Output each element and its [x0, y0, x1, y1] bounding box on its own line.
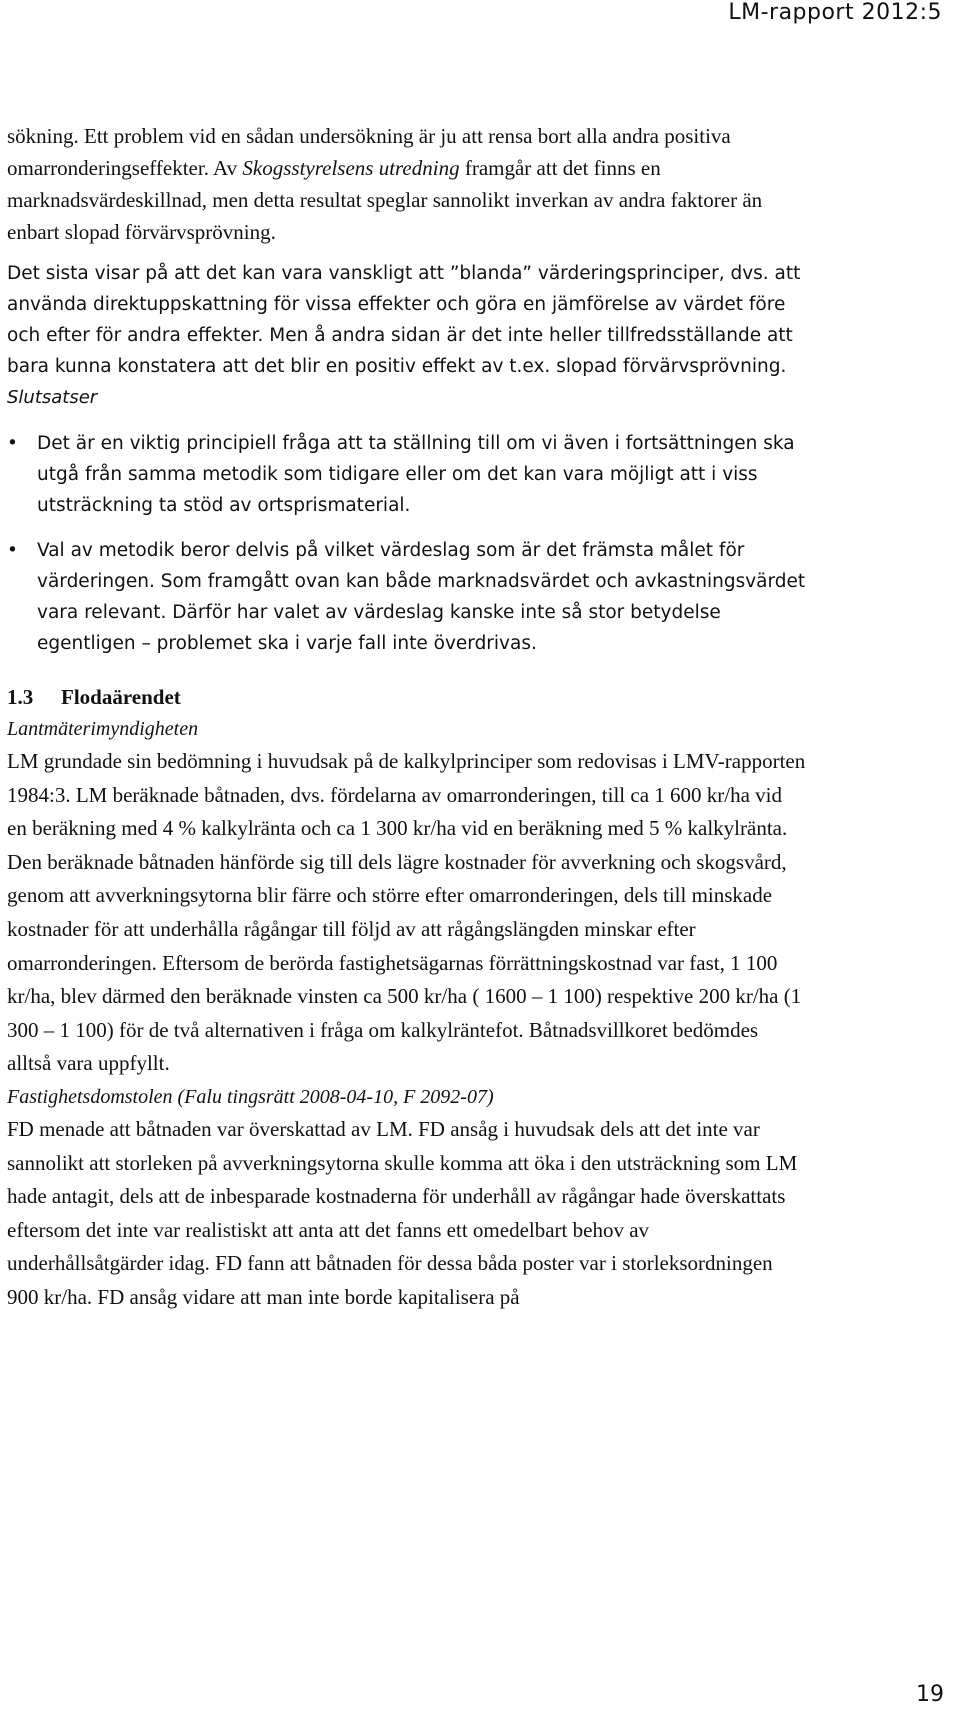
list-item-text: Val av metodik beror delvis på vilket värdeslag som är det främsta målet för värderingen. Som framgått ovan kan både marknadsvärdet och avkastningsvärdet vara relevant. Därför har valet av värdeslag kanske inte så stor betydelse egentligen – problemet ska i varje fall inte överdrivas. — [37, 540, 806, 654]
list-item — [7, 428, 807, 521]
court-label: Fastighetsdomstolen (Falu tingsrätt 2008-04-10, F 2092-07) — [7, 1085, 494, 1108]
conclusions-list — [7, 428, 807, 659]
bullet-icon: • — [7, 433, 18, 454]
list-item — [7, 535, 807, 659]
bullet-icon: • — [7, 540, 18, 561]
list-item-text: Det är en viktig principiell fråga att ta ställning till om vi även i fortsättningen ska utgå från samma metodik som tidigare eller om det kan vara möjligt att i viss utsträckning ta stöd av ortsprismaterial. — [37, 433, 795, 516]
page-body — [7, 120, 807, 1315]
section-title: Flodaärendet — [61, 685, 181, 709]
court-paragraph: FD menade att båtnaden var överskattad av LM. FD ansåg i huvudsak dels att det inte var sannolikt att storleken på avverkningsytorna skulle komma att öka i den utsträckning som LM hade antagit, dels att de inbesparade kostnaderna för underhåll av rågångar hade överskattats eftersom det inte var realistiskt att anta att det fanns ett omedelbart behov av underhållsåtgärder idag. FD fann att båtnaden för dessa båda poster var i storleksordningen 900 kr/ha. FD ansåg vidare att man inte borde kapitalisera på — [7, 1116, 798, 1309]
paragraph-intro-part1: sökning. Ett problem vid en sådan undersökning är ju att rensa bort alla andra positiva omarronderingseffekter. Av — [7, 124, 731, 180]
authority-paragraph: LM grundade sin bedömning i huvudsak på de kalkylprinciper som redovisas i LMV-rapporten 1984:3. LM beräknade båtnaden, dvs. fördelarna av omarronderingen, till ca 1 600 kr/ha vid en beräkning med 4 % kalkylränta och ca 1 300 kr/ha vid en beräkning med 5 % kalkylränta. Den beräknade båtnaden hänförde sig till dels lägre kostnader för avverkning och skogsvård, genom att avverkningsytorna blir färre och större efter omarronderingen, dels till minskade kostnader för att underhålla rågångar till följd av att rågångslängden minskar efter omarronderingen. Eftersom de berörda fastighetsägarnas förrättningskostnad var fast, 1 100 kr/ha, blev därmed den beräknade vinsten ca 500 kr/ha ( 1600 – 1 100) respektive 200 kr/ha (1 300 – 1 100) för de två alternativen i fråga om kalkylräntefot. Båtnadsvillkoret bedömdes alltså vara uppfyllt. — [7, 749, 806, 1076]
authority-label: Lantmäterimyndigheten — [7, 718, 199, 740]
paragraph-valuation-principles: Det sista visar på att det kan vara vanskligt att ”blanda” värderingsprinciper, dvs. att använda direktuppskattning för vissa effekter och göra en jämförelse av värdet före och efter för andra effekter. Men å andra sidan är det inte heller tillfredsställande att bara kunna konstatera att det blir en positiv effekt av t.ex. slopad förvärvsprövning. — [7, 263, 801, 377]
page-number: 19 — [916, 1682, 944, 1707]
section-heading — [7, 681, 807, 713]
paragraph-intro — [7, 120, 807, 248]
paragraph-intro-part2: framgår att det finns en marknadsvärdeskillnad, men detta resultat speglar sannolikt inverkan av andra faktorer än enbart slopad förvärvsprövning. — [7, 156, 763, 244]
section-number: 1.3 — [7, 685, 34, 709]
paragraph-intro-italic: Skogsstyrelsens utredning — [242, 156, 460, 180]
running-header: LM-rapport 2012:5 — [728, 0, 942, 25]
conclusions-label: Slutsatser — [7, 387, 98, 408]
